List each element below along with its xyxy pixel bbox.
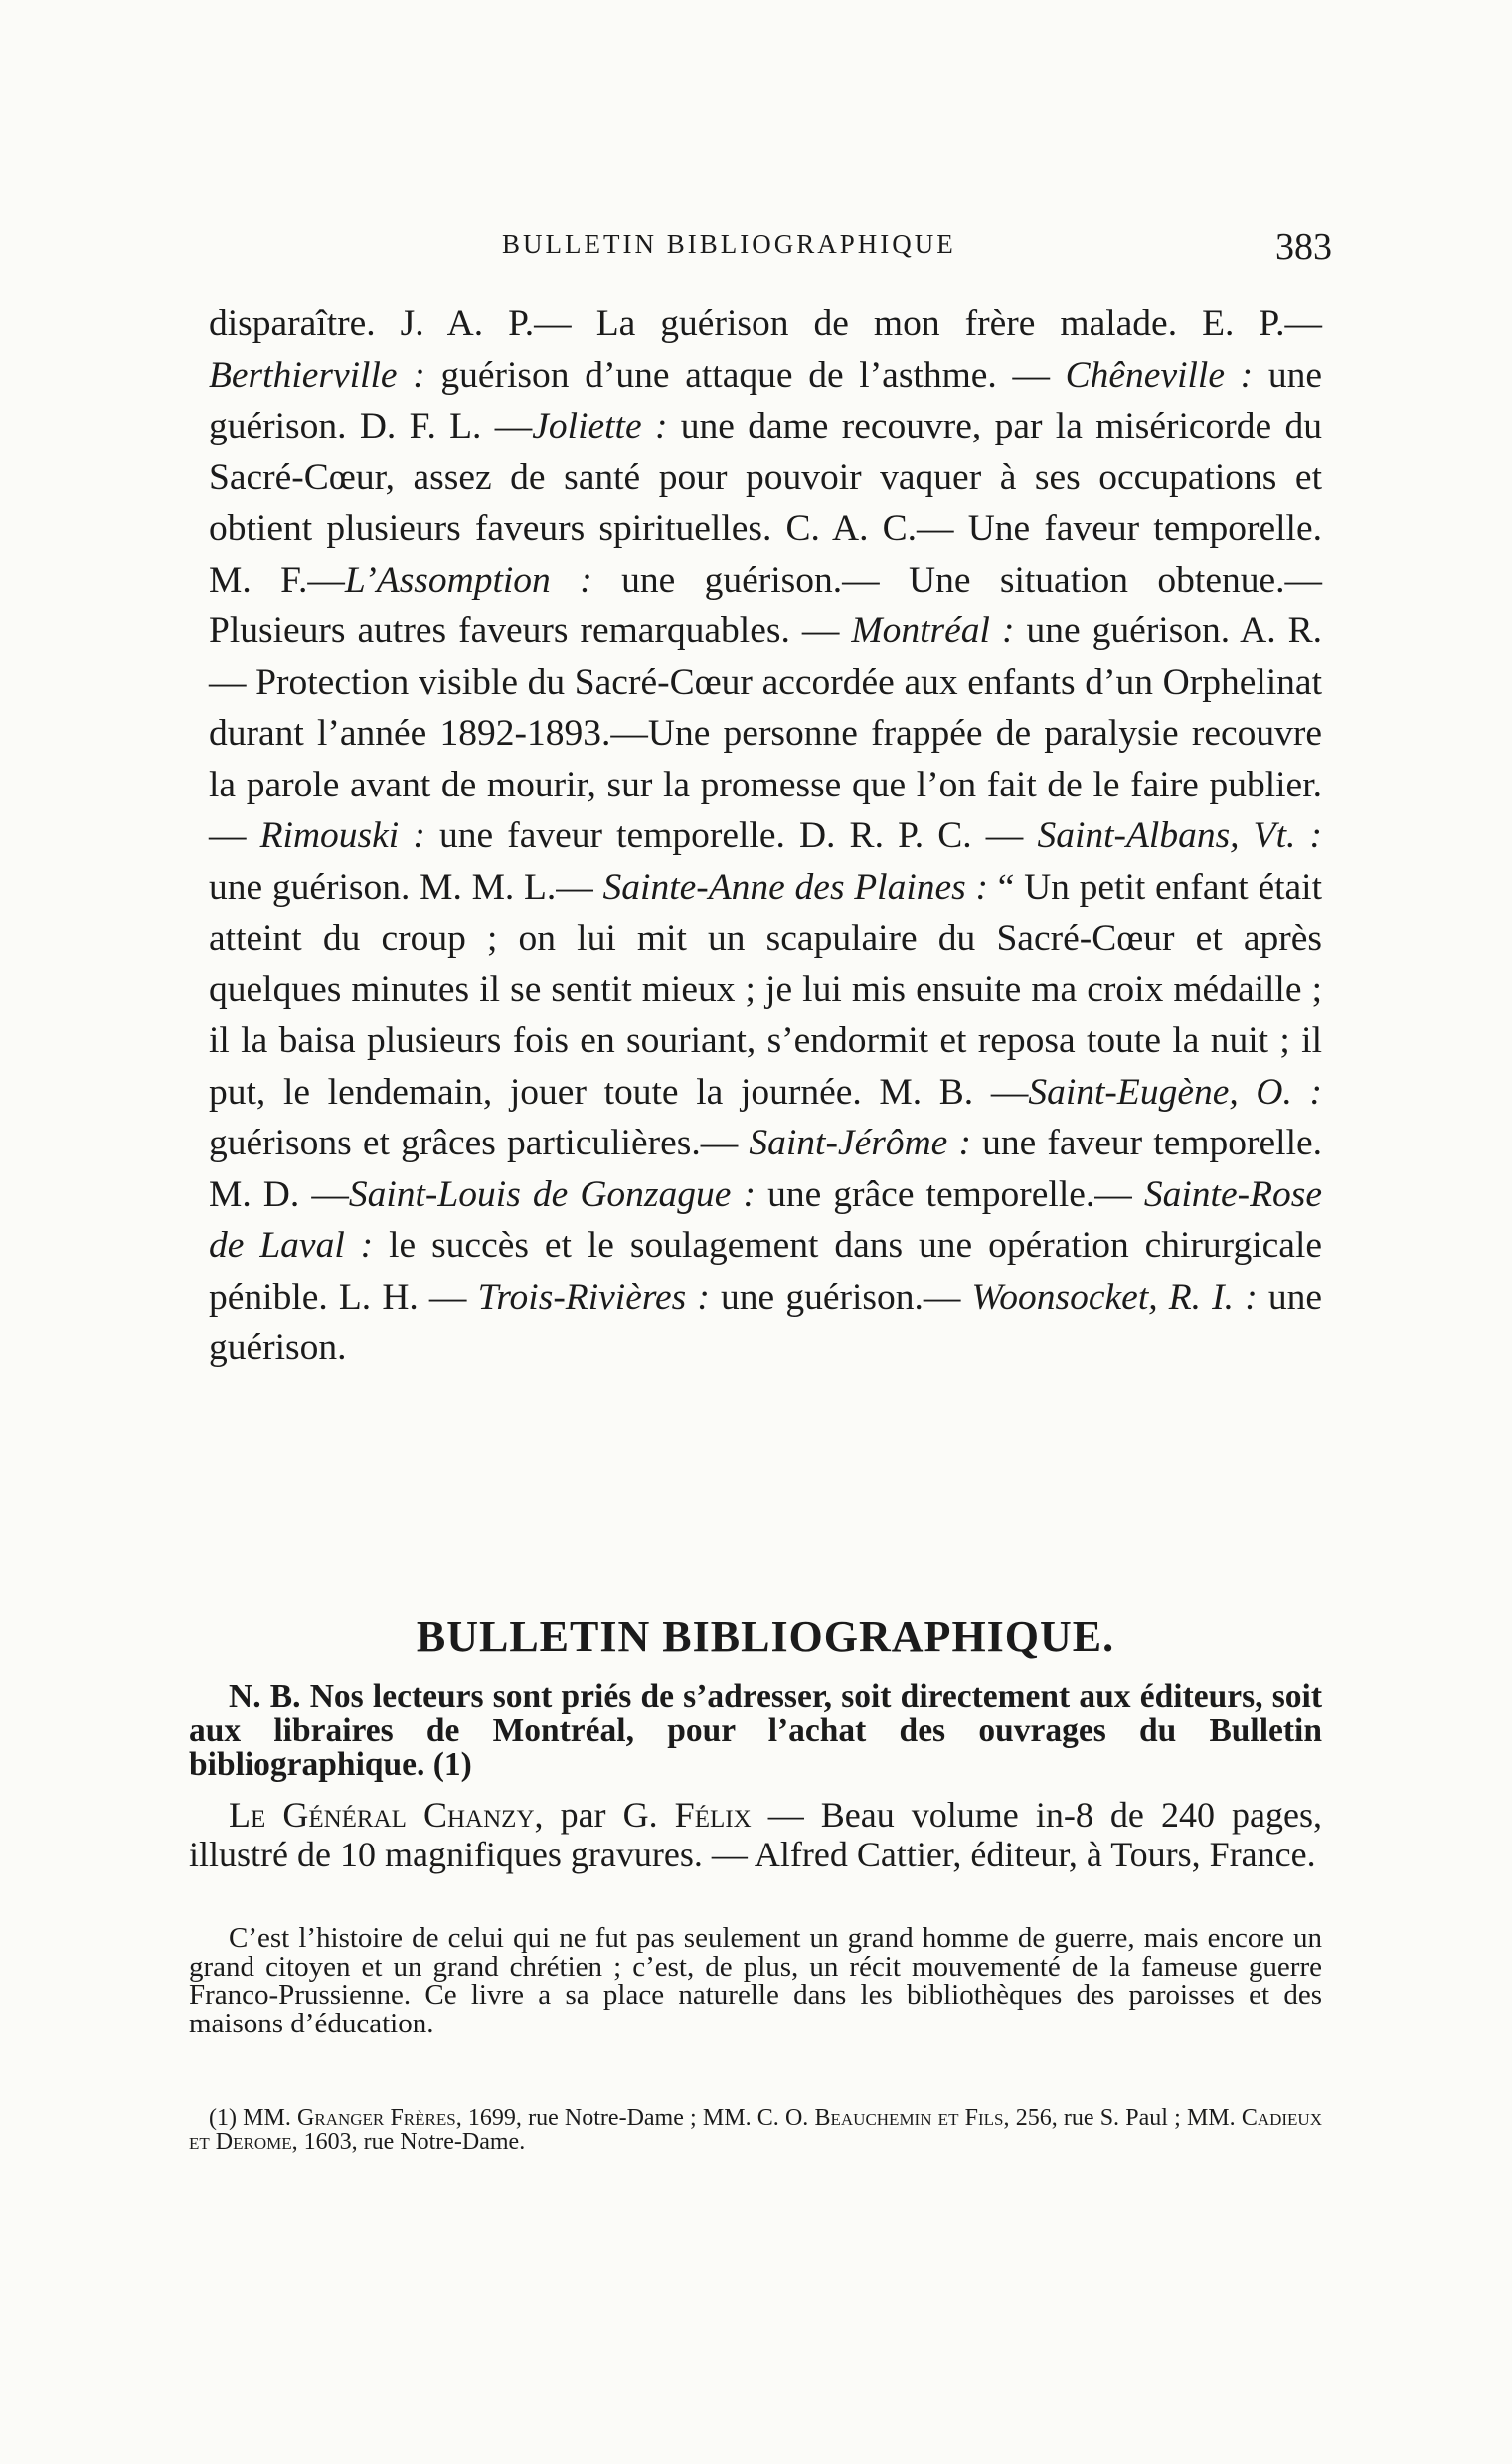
body-run: une dame recouvre, par la miséricorde du Sacré-Cœur, assez de santé pour pouvoir vaquer à ses occupations et obtient plusieurs faveurs spirituelles. C. A. C.— Une faveur temporelle. M. F.—	[209, 406, 1322, 601]
place-name: Saint-Jérôme :	[749, 1123, 971, 1163]
footnote-run: (1) MM.	[209, 2105, 298, 2131]
body-paragraph	[209, 298, 1322, 1374]
place-name: Chêneville :	[1065, 354, 1254, 396]
place-name: Berthierville :	[209, 354, 425, 396]
body-run: une guérison.— Une situation obtenue.— Plusieurs autres faveurs remarquables. —	[209, 559, 1323, 651]
body-run: une guérison.—	[709, 1276, 972, 1318]
section-heading: BULLETIN BIBLIOGRAPHIQUE.	[416, 1612, 1115, 1661]
place-name: Woonsocket, R. I. :	[971, 1276, 1258, 1318]
running-head	[209, 226, 1332, 278]
footnote-text	[189, 2105, 1322, 2155]
body-run: une guérison. D. F. L. —	[209, 354, 1322, 446]
body-text	[209, 298, 1322, 1374]
body-run: le succès et le soulagement dans une opération chirurgicale pénible. L. H. —	[209, 1225, 1323, 1318]
footnote-run: , 1603, rue Notre-Dame.	[291, 2129, 526, 2155]
body-run: une faveur temporelle. M. D. —	[209, 1123, 1323, 1215]
body-run: une grâce temporelle.—	[755, 1173, 1144, 1215]
place-name: Montréal :	[851, 611, 1015, 651]
place-name: Sainte-Anne des Plaines :	[602, 866, 988, 908]
place-name: L’Assomption :	[344, 559, 592, 601]
bookseller-name: Cadieux et Derome	[189, 2105, 1322, 2155]
book-sep: , par	[534, 1795, 623, 1835]
place-name: Saint-Louis de Gonzague :	[348, 1173, 756, 1215]
page-number: 383	[1275, 226, 1332, 267]
footnote-run: , 256, rue S. Paul ; MM.	[1003, 2105, 1242, 2131]
book-author: G. Félix	[622, 1795, 752, 1835]
place-name: Trois-Rivières :	[477, 1276, 710, 1318]
body-run: une guérison.	[209, 1276, 1322, 1368]
place-name: Rimouski :	[259, 815, 425, 856]
footnote	[189, 2106, 1322, 2154]
book-title: Le Général Chanzy	[229, 1795, 535, 1835]
footnote-run: , 1699, rue Notre-Dame ; MM. C. O.	[455, 2105, 815, 2131]
place-name: Joliette :	[532, 406, 668, 446]
body-run: disparaître. J. A. P.— La guérison de mon frère malade. E. P.—	[209, 303, 1322, 344]
review-paragraph	[189, 1924, 1322, 2037]
book-entry	[189, 1795, 1322, 1874]
place-name: Saint-Eugène, O. :	[1028, 1071, 1322, 1113]
book-details: — Beau volume in-8 de 240 pages, illustré de 10 magnifiques gravures. — Alfred Cattier, éditeur, à Tours, France.	[189, 1795, 1322, 1874]
body-run: “ Un petit enfant était atteint du croup ; on lui mit un scapulaire du Sacré-Cœur et après quelques minutes il se sentit mieux ; je lui mis ensuite ma croix médaille ; il la baisa plusieurs fois en souriant, s’endormit et reposa toute la nuit ; il put, le lendemain, jouer toute la journée. M. B. —	[209, 866, 1322, 1113]
body-run: une faveur temporelle. D. R. P. C. —	[424, 815, 1038, 856]
bookseller-name: Beauchemin et Fils	[814, 2105, 1004, 2131]
review-text: C’est l’histoire de celui qui ne fut pas seulement un grand homme de guerre, mais encore un grand citoyen et un grand chrétien ; c’est, de plus, un récit mouvementé de la fameuse guerre Franco-Prussienne. Ce livre a sa place naturelle dans les bibliothèques des paroisses et des maisons d’éducation.	[189, 1922, 1322, 2039]
place-name: Sainte-Rose de Laval :	[209, 1173, 1322, 1266]
bookseller-name: Granger Frères	[297, 2105, 456, 2131]
running-title: BULLETIN BIBLIOGRAPHIQUE	[502, 229, 956, 259]
notice-text: N. B. Nos lecteurs sont priés de s’adresser, soit directement aux éditeurs, soit aux libraires de Montréal, pour l’achat des ouvrages du Bulletin bibliographique. (1)	[189, 1678, 1322, 1783]
notice-paragraph	[189, 1680, 1322, 1782]
body-run: une guérison. A. R.— Protection visible du Sacré-Cœur accordée aux enfants d’un Orphelinat durant l’année 1892-1893.—Une personne frappée de paralysie recouvre la parole avant de mourir, sur la promesse que l’on fait de le faire publier.—	[209, 611, 1322, 856]
body-run: guérisons et grâces particulières.—	[209, 1123, 750, 1163]
body-run: une guérison. M. M. L.—	[209, 866, 603, 908]
body-run: guérison d’une attaque de l’asthme. —	[424, 354, 1066, 396]
place-name: Saint-Albans, Vt. :	[1037, 815, 1323, 856]
